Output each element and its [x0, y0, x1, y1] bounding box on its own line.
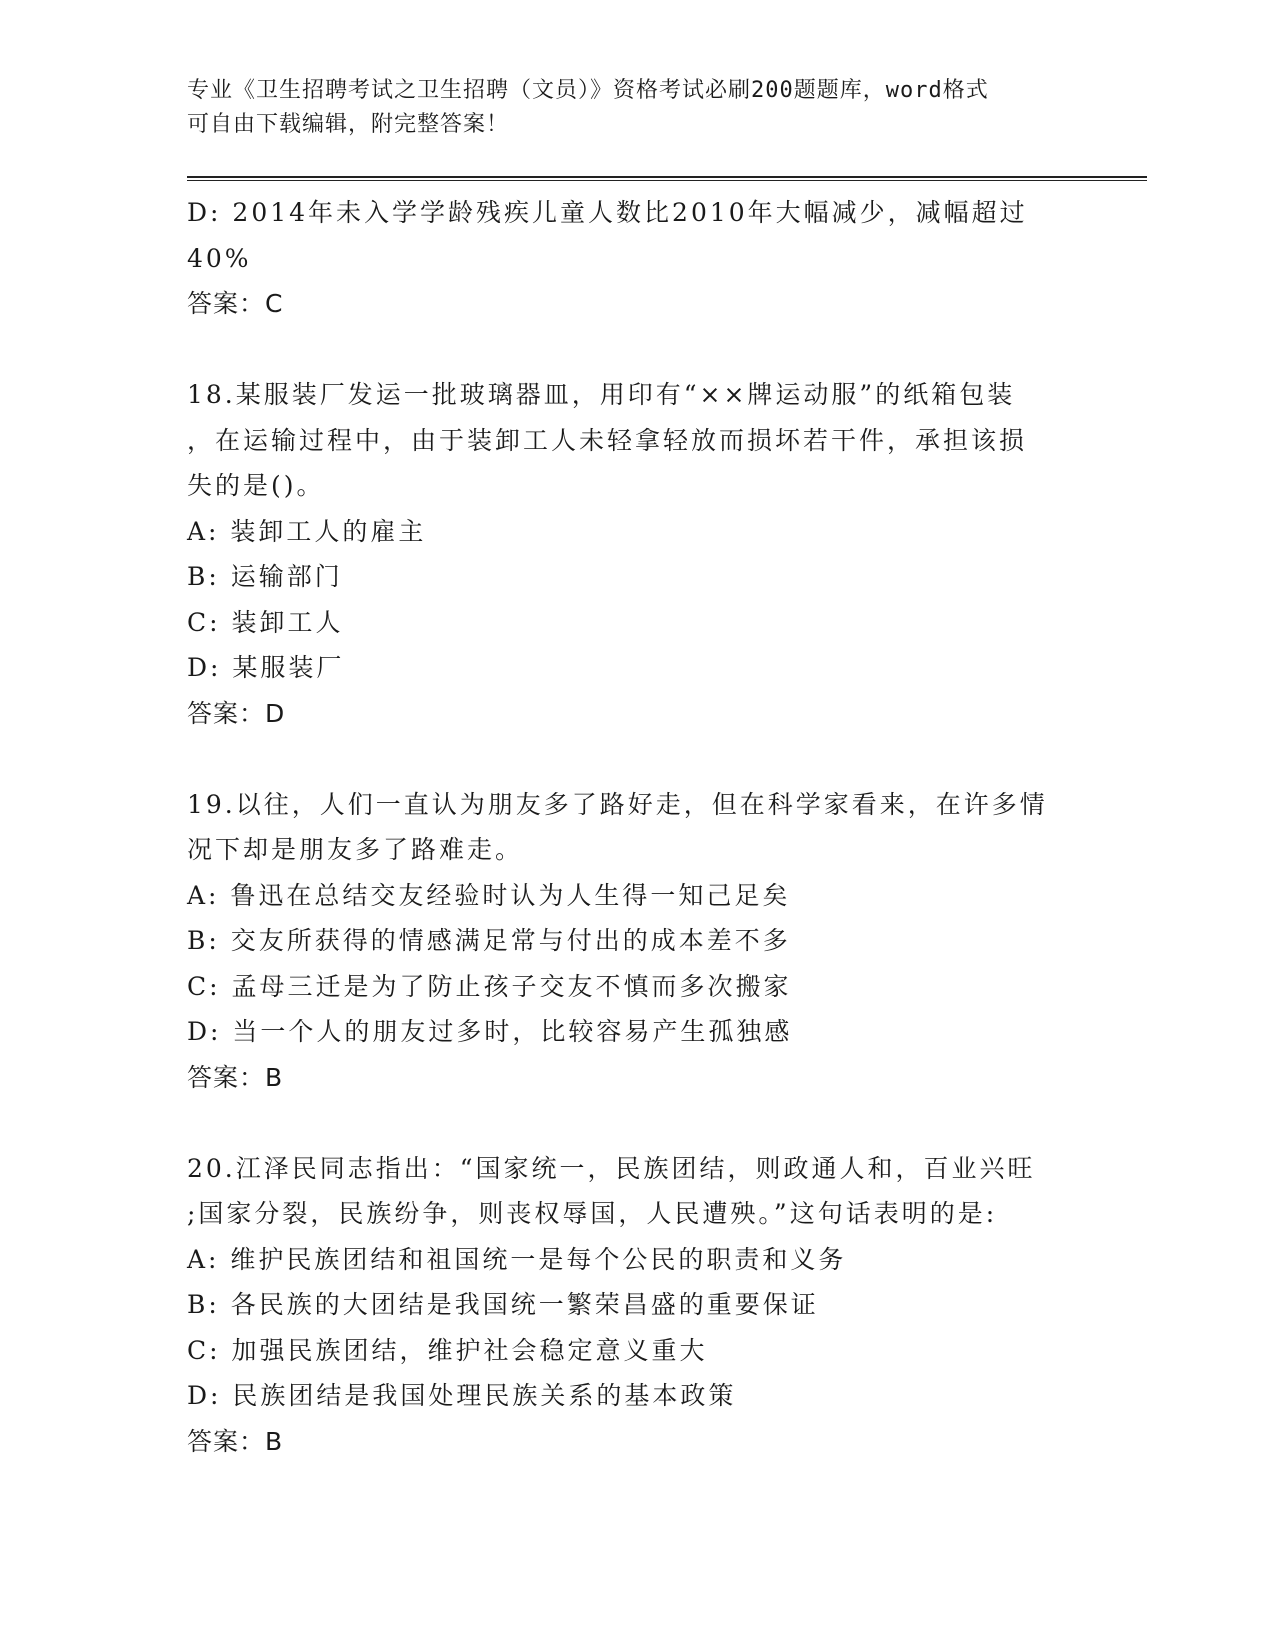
- option-d: D: 2014年未入学学龄残疾儿童人数比2010年大幅减少，减幅超过: [187, 198, 1028, 227]
- option-b: B: 各民族的大团结是我国统一繁荣昌盛的重要保证: [187, 1290, 819, 1319]
- question-19: [187, 782, 1087, 1101]
- question-stem-continued: ;国家分裂，民族纷争，则丧权辱国，人民遭殃。”这句话表明的是:: [187, 1199, 998, 1228]
- option-d: D: 民族团结是我国处理民族关系的基本政策: [187, 1381, 737, 1410]
- header-title-line-1: 专业《卫生招聘考试之卫生招聘（文员）》资格考试必刷200题题库，word格式: [187, 78, 989, 103]
- question-stem-continued: ，在运输过程中，由于装卸工人未轻拿轻放而损坏若干件，承担该损: [187, 425, 1028, 455]
- option-a: A: 维护民族团结和祖国统一是每个公民的职责和义务: [187, 1244, 847, 1274]
- option-a: A: 鲁迅在总结交友经验时认为人生得一知己足矣: [187, 880, 791, 910]
- option-b: B: 运输部门: [187, 562, 343, 591]
- answer: 答案：C: [187, 289, 284, 318]
- question-18: [187, 372, 1087, 736]
- option-c: C: 装卸工人: [187, 607, 344, 637]
- header-title-line-2: 可自由下载编辑，附完整答案！: [187, 112, 510, 137]
- header-divider: [187, 176, 1147, 181]
- option-b: B: 交友所获得的情感满足常与付出的成本差不多: [187, 926, 791, 955]
- option-d: D: 某服装厂: [187, 653, 345, 682]
- answer: 答案：D: [187, 698, 286, 728]
- question-stem-continued: 况下却是朋友多了路难走。: [187, 835, 524, 864]
- question-stem: 20.江泽民同志指出：“国家统一，民族团结，则政通人和，百业兴旺: [187, 1153, 1036, 1183]
- question-stem-continued: 失的是()。: [187, 471, 325, 500]
- option-d-continued: 40%: [187, 243, 252, 273]
- option-a: A: 装卸工人的雇主: [187, 516, 427, 546]
- question-stem: 19.以往，人们一直认为朋友多了路好走，但在科学家看来，在许多情: [187, 789, 1048, 819]
- answer: 答案：B: [187, 1426, 284, 1456]
- question-stem: 18.某服装厂发运一批玻璃器皿，用印有“××牌运动服”的纸箱包装: [187, 380, 1016, 409]
- question-17-tail: [187, 190, 1087, 327]
- document-header: [187, 74, 1087, 142]
- answer: 答案：B: [187, 1062, 284, 1092]
- question-20: [187, 1146, 1087, 1465]
- option-d: D: 当一个人的朋友过多时，比较容易产生孤独感: [187, 1017, 793, 1046]
- option-c: C: 加强民族团结，维护社会稳定意义重大: [187, 1335, 708, 1365]
- option-c: C: 孟母三迁是为了防止孩子交友不慎而多次搬家: [187, 971, 792, 1001]
- question-list: [187, 190, 1087, 1464]
